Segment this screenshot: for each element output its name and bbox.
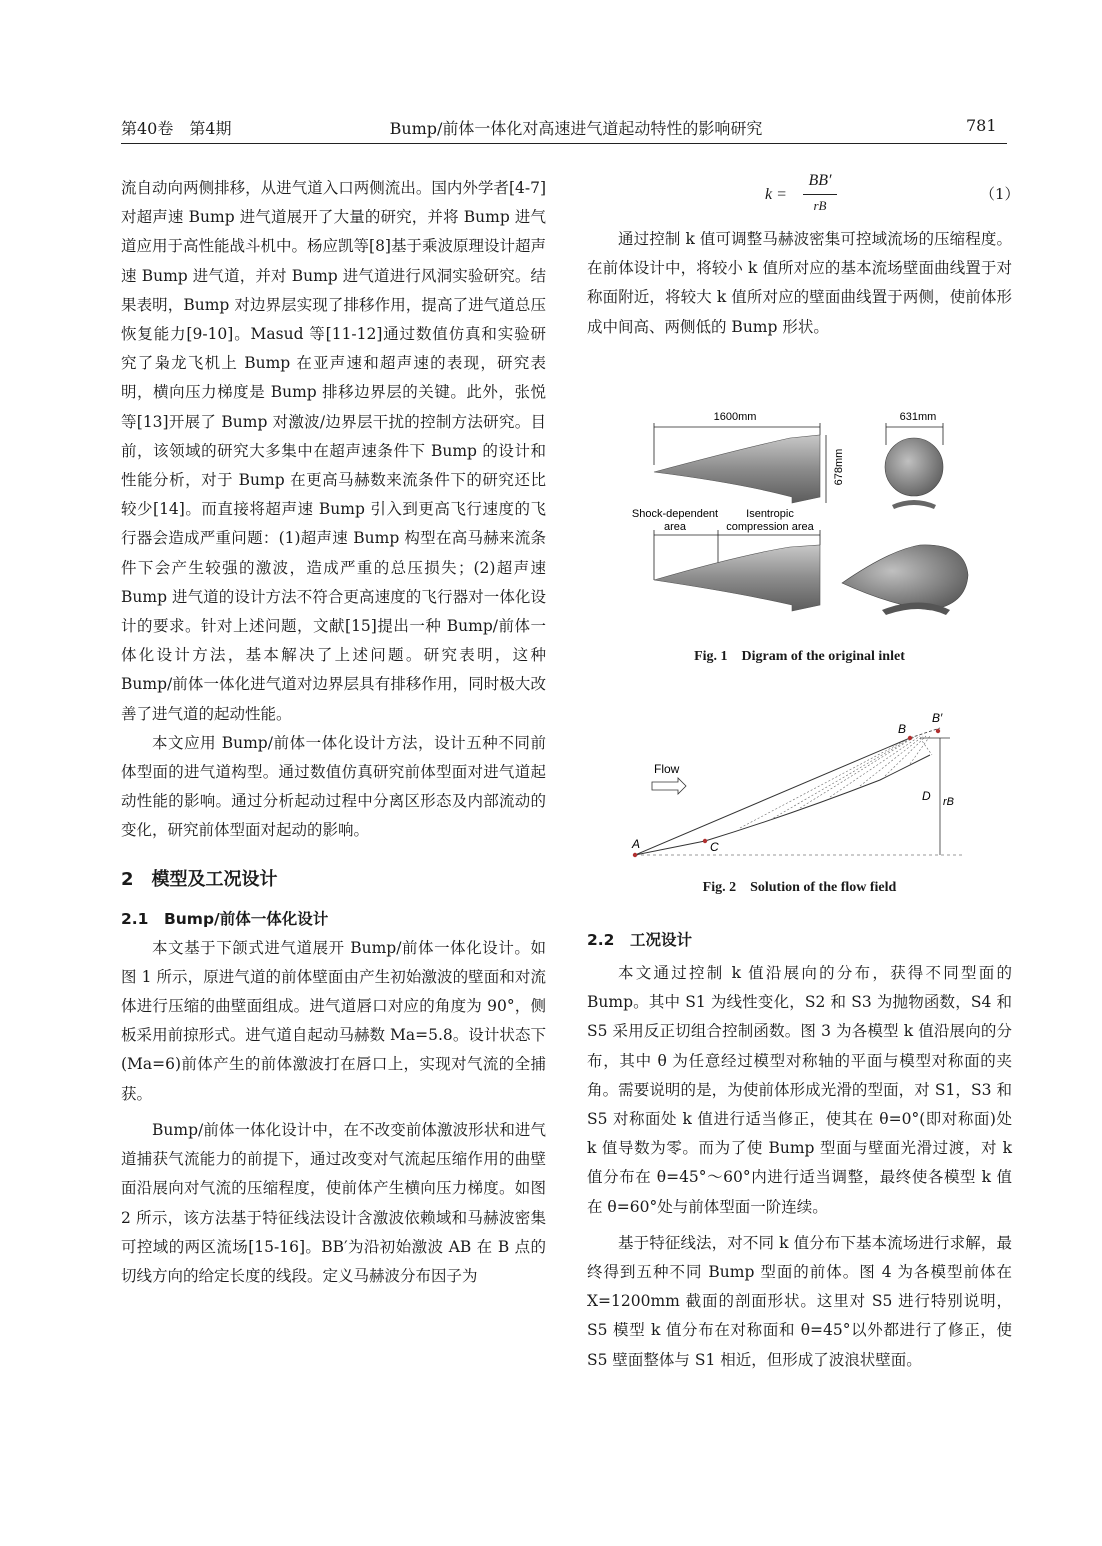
dim-height: 678mm: [833, 448, 845, 486]
forebody-front-view: [885, 438, 943, 496]
label-isen-line2: compression area: [726, 521, 814, 533]
point-a-label: A: [632, 837, 641, 851]
forebody-side-view: [654, 435, 820, 503]
paragraph-5: 通过控制 k 值可调整马赫波密集可控域流场的压缩程度。在前体设计中，将较小 k 值所对应的基本流场壁面曲线置于对称面附近，将较大 k 值所对应的壁面曲线置于两侧，使前体形成中间高、两侧低的 Bump 形状。: [587, 230, 1012, 336]
subsection-2-1-heading: 2.1 Bump/前体一体化设计: [121, 909, 329, 928]
page-number: 781: [966, 116, 997, 135]
right-column-bottom: [587, 925, 1012, 1375]
label-isen-line1: Isentropic: [746, 508, 794, 520]
paragraph-7: 基于特征线法，对不同 k 值分布下基本流场进行求解，最终得到五种不同 Bump 型面的前体。图 4 为各模型前体在 X=1200mm 截面的剖面形状。这里对 S5 进行特别说明，S5 模型 k 值分布在对称面和 θ=45°以外都进行了修正，使 S5 壁面整体与 S1 相近，但形成了波浪状壁面。: [587, 1233, 1012, 1369]
label-shock-line1: Shock-dependent: [631, 508, 719, 520]
initial-shock-line: [635, 738, 910, 855]
paragraph-1: 流自动向两侧排移，从进气道入口两侧流出。国内外学者[4-7]对超声速 Bump 进气道展开了大量的研究，并将 Bump 进气道应用于高性能战斗机中。杨应凯等[8]基于乘波原理设计超声速 Bump 进气道，并对 Bump 进气道进行风洞实验研究。结果表明，Bump 对边界层实现了排移作用，提高了进气道总压恢复能力[9-10]。Masud 等[11-12]通过数值仿真和实验研究了枭龙飞机上 Bump 在亚声速和超声速的表现，研究表明，横向压力梯度是 Bump 排移边界层的关键。此外，张悦等[13]开展了 Bump 对激波/边界层干扰的控制方法研究。目前，该领域的研究大多集中在超声速条件下 Bump 的设计和性能分析，对于 Bump 在更高马赫数来流条件下的研究还比较少[14]。而直接将超声速 Bump 引入到更高飞行速度的飞行器会造成严重问题：(1)超声速 Bump 构型在高马赫来流条件下会产生较强的激波，造成严重的总压损失；(2)超声速 Bump 进气道的设计方法不符合更高速度的飞行器对一体化设计的要求。针对上述问题，文献[15]提出一种 Bump/前体一体化设计方法，基本解决了上述问题。研究表明，这种 Bump/前体一体化进气道对边界层具有排移作用，同时极大改善了进气道的起动性能。: [121, 179, 546, 723]
lip-front-view: [892, 500, 936, 509]
dim-length: 1600mm: [713, 411, 757, 423]
point-b-label: B: [898, 722, 907, 736]
header-rule: [121, 143, 1007, 144]
dim-width: 631mm: [899, 411, 937, 423]
point-c-label: C: [710, 840, 719, 854]
rb-label: rB: [943, 796, 954, 808]
section-2-heading: 2 模型及工况设计: [121, 868, 278, 890]
subsection-2-2-heading: 2.2 工况设计: [587, 931, 692, 949]
fraction-bar: [803, 194, 837, 195]
point-d-label: D: [922, 789, 931, 803]
right-column-top: [587, 225, 1012, 342]
figure-1-caption: Fig. 1 Digram of the original inlet: [694, 649, 905, 664]
journal-volume: 第40卷 第4期: [121, 119, 232, 138]
point-b-prime-label: B′: [932, 711, 943, 725]
paragraph-6: 本文通过控制 k 值沿展向的分布，获得不同型面的 Bump。其中 S1 为线性变化，S2 和 S3 为抛物函数，S4 和 S5 采用反正切组合控制函数。图 3 为各模型 k 值沿展向的分布，其中 θ 为任意经过模型对称轴的平面与模型对称面的夹角。需要说明的是，为使前体形成光滑的型面，对 S1，S3 和 S5 对称面处 k 值进行适当修正，使其在 θ=0°(即对称面)处 k 值导数为零。而为了使 Bump 型面与壁面光滑过渡，对 k 值分布在 θ=45°～60°内进行适当调整，最终使各模型 k 值在 θ=60°处与前体型面一阶连续。: [587, 964, 1012, 1216]
paragraph-4: Bump/前体一体化设计中，在不改变前体激波形状和进气道捕获气流能力的前提下，通过改变对气流起压缩作用的曲壁面沿展向对气流的压缩程度，使前体产生横向压力梯度。如图 2 所示，该方法基于特征线法设计含激波依赖域和马赫波密集可控域的两区流场[15-16]。BB′为沿初始激波 AB 在 B 点的切线方向的给定长度的线段。定义马赫波分布因子为: [121, 1120, 546, 1285]
equation-denominator: rB: [813, 198, 827, 213]
paragraph-3: 本文基于下颌式进气道展开 Bump/前体一体化设计。如图 1 所示，原进气道的前体壁面由产生初始激波的壁面和对流体进行压缩的曲壁面组成。进气道唇口对应的角度为 90°，侧板采用前掠形式。进气道自起动马赫数 Ma=5.8。设计状态下(Ma=6)前体产生的前体激波打在唇口上，实现对气流的全捕获。: [121, 938, 546, 1103]
equation-numerator: BB′: [808, 172, 832, 189]
equation-lhs: k =: [765, 186, 787, 203]
forebody-isometric-view: [842, 545, 968, 610]
left-column: [121, 174, 546, 1291]
figure-2-caption: Fig. 2 Solution of the flow field: [702, 880, 897, 895]
paragraph-2: 本文应用 Bump/前体一体化设计方法，设计五种不同前体型面的进气道构型。通过数值仿真研究前体型面对进气道起动性能的影响。通过分析起动过程中分离区形态及内部流动的变化，研究前体型面对起动的影响。: [121, 733, 546, 840]
flow-label: Flow: [654, 762, 680, 776]
flow-arrow-icon: [652, 778, 686, 794]
equation-number: （1）: [980, 185, 1020, 203]
forebody-side-view-2: [654, 545, 820, 611]
figure-2: [620, 700, 980, 865]
figure-1: [620, 405, 980, 630]
running-title: Bump/前体一体化对高速进气道起动特性的影响研究: [389, 119, 763, 138]
label-shock-line2: area: [663, 521, 687, 533]
